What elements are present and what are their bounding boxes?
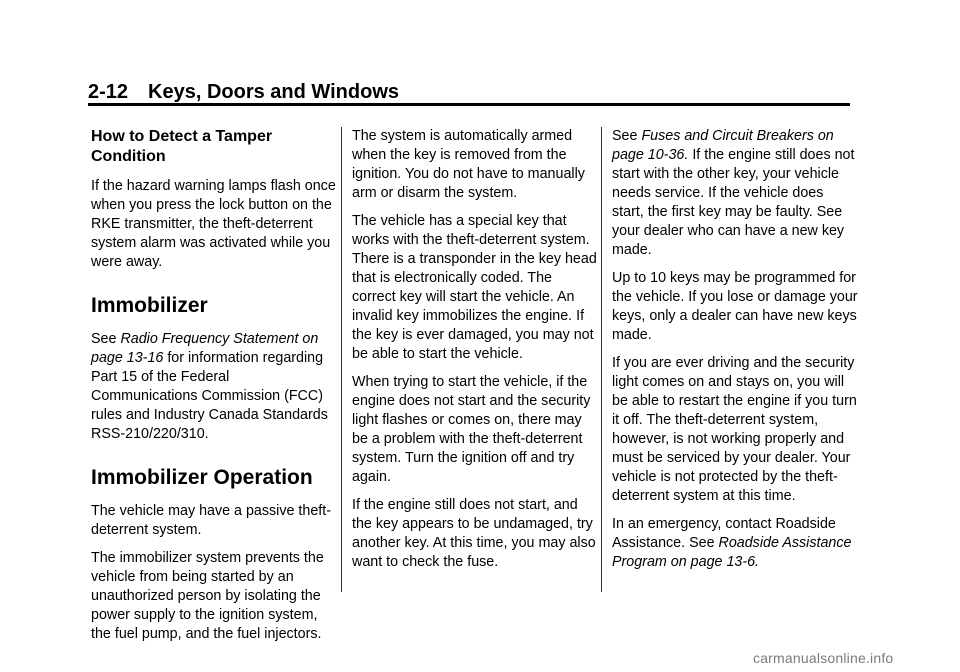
operation-paragraph-2: The immobilizer system prevents the vehicle from being started by an unauthorized person by isolating the power supply to the ignition system, the fuel pump, and the fuel injectors. [91,550,324,642]
page-number: 2-12 [88,81,129,103]
emergency-text: In an emergency, contact Roadside Assistance. See [612,516,836,551]
roadside-link[interactable]: Roadside Assistance Program on page 13-6. [612,535,852,570]
immobilizer-text: for information regarding Part 15 of the Federal Communications Commission (FCC) rules and Industry Canada Standards RSS-210/220/310. [91,350,328,442]
fuses-text: If the engine still does not start with the other key, your vehicle needs service. If the vehicle does start, the first key may be faulty. See your dealer who can have a new key made. [612,147,855,258]
security-light-paragraph: If you are ever driving and the security light comes on and stays on, you will be able to restart the engine if you turn it off. The theft-deterrent system, however, is not working properly and must be serviced by your dealer. Your vehicle is not protected by the theft-deterrent system at this time. [612,355,857,504]
tamper-paragraph: If the hazard warning lamps flash once when you press the lock button on the RKE transmitter, the theft-deterrent system alarm was activated while you were away. [91,178,336,270]
chapter-title: Keys, Doors and Windows [148,81,399,103]
column-divider-2 [601,127,602,592]
fuses-paragraph [612,127,858,260]
radio-frequency-link[interactable]: Radio Frequency Statement on page 13-16 [91,331,319,366]
immobilizer-paragraph [91,330,337,444]
immobilizer-heading: Immobilizer [91,294,208,317]
emergency-paragraph [612,515,858,572]
see-text: See [612,128,638,144]
another-key-paragraph: If the engine still does not start, and the key appears to be undamaged, try another key. At this time, you may also want to check the fuse. [352,497,596,570]
see-text: See [91,331,117,347]
watermark[interactable]: carmanualsonline.info [753,650,894,666]
operation-heading: Immobilizer Operation [91,466,313,489]
start-trouble-paragraph: When trying to start the vehicle, if the engine does not start and the security light flashes or comes on, there may be a problem with the theft-deterrent system. Turn the ignition off and try again. [352,374,591,485]
armed-paragraph: The system is automatically armed when the key is removed from the ignition. You do not have to manually arm or disarm the system. [352,128,585,201]
operation-paragraph-1: The vehicle may have a passive theft-deterrent system. [91,503,331,538]
page-header [88,80,850,104]
programmed-keys-paragraph: Up to 10 keys may be programmed for the vehicle. If you lose or damage your keys, only a dealer can have new keys made. [612,270,858,343]
column-2 [352,127,598,581]
tamper-heading: How to Detect a Tamper Condition [91,128,273,165]
column-divider-1 [341,127,342,592]
header-rule [88,103,850,106]
fuses-link[interactable]: Fuses and Circuit Breakers on page 10-36. [612,128,834,163]
column-1 [91,127,337,653]
column-3 [612,127,858,581]
special-key-paragraph: The vehicle has a special key that works with the theft-deterrent system. There is a transponder in the key head that is electronically coded. The correct key will start the vehicle. An invalid key immobilizes the engine. If the key is ever damaged, you may not be able to start the vehicle. [352,213,597,362]
